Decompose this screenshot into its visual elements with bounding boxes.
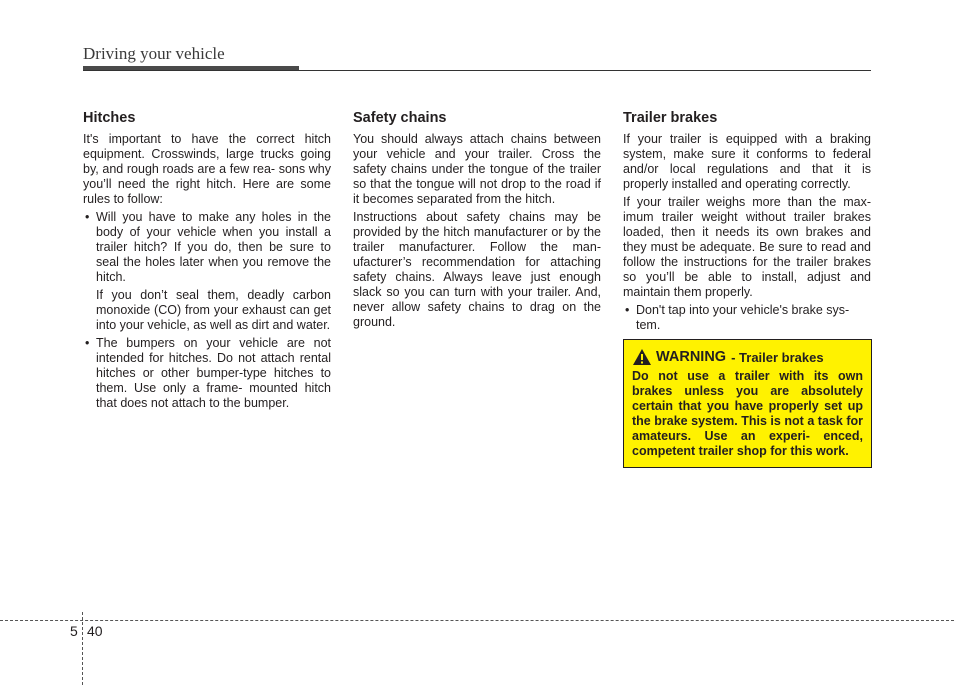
section-heading-safety-chains: Safety chains: [353, 110, 447, 126]
warning-triangle-icon: [632, 348, 652, 366]
warning-subtitle: - Trailer brakes: [731, 349, 824, 365]
section-heading-hitches: Hitches: [83, 110, 136, 126]
safety-chains-paragraph: You should always attach chains between your vehicle and your trailer. Cross the safety chains under the tongue of the trailer so that the tongue will not drop to the road if it becomes separated from the hitch.: [353, 132, 601, 206]
column-hitches: [83, 110, 331, 414]
bullet-glyph: •: [85, 210, 90, 224]
list-item: [83, 210, 331, 333]
list-item-paragraph: Don't tap into your vehicle's brake sys- tem.: [636, 303, 850, 332]
page-header-title: Driving your vehicle: [83, 44, 225, 63]
hitches-bullet-list: [83, 210, 331, 411]
list-item: [623, 303, 871, 333]
bullet-glyph: •: [85, 336, 90, 350]
warning-title: WARNING: [656, 349, 727, 365]
column-trailer-brakes: [623, 110, 871, 468]
warning-header: [632, 348, 863, 366]
list-item-paragraph: If you don’t seal them, deadly carbon monoxide (CO) from your exhaust can get into your vehicle, as well as dirt and water.: [96, 288, 331, 332]
chapter-number: 5: [70, 623, 78, 639]
warning-box: [623, 339, 872, 468]
list-item-paragraph: Will you have to make any holes in the body of your vehicle when you install a trailer hitch? If you do, then be sure to seal the holes later when you remove the hitch.: [96, 210, 331, 284]
header-rule: [83, 70, 871, 71]
trailer-brakes-paragraph: If your trailer weighs more than the max- imum trailer weight without trailer brakes loaded, then it needs its own brakes and they must be adequate. Be sure to read and follow the instructions for the trailer brakes so you’ll be able to install, adjust and maintain them properly.: [623, 195, 871, 299]
footer-dashed-divider: [82, 612, 83, 685]
column-safety-chains: [353, 110, 601, 333]
trailer-brakes-bullet-list: [623, 303, 871, 333]
page-number: 40: [87, 623, 103, 639]
safety-chains-paragraph: Instructions about safety chains may be provided by the hitch manufacturer or by the trailer manufacturer. Follow the man- ufacturer’s recommendation for attaching safety chains. Always leave just enough slack so you can turn with your trailer. And, never allow safety chains to drag on the ground.: [353, 210, 601, 329]
list-item-paragraph: The bumpers on your vehicle are not intended for hitches. Do not attach rental hitches or other bumper-type hitches to them. Use only a frame- mounted hitch that does not attach to the bumper.: [96, 336, 331, 410]
bullet-glyph: •: [625, 303, 630, 317]
hitches-intro: It's important to have the correct hitch equipment. Crosswinds, large trucks going by, and rough roads are a few rea- sons why you’ll need the right hitch. Here are some rules to follow:: [83, 132, 331, 206]
footer-dashed-rule: [0, 620, 954, 621]
list-item: [83, 336, 331, 411]
warning-body: Do not use a trailer with its own brakes unless you are absolutely certain that you have properly set up the brake system. This is not a task for amateurs. Use an experi- enced, competent trailer shop for this work.: [632, 369, 863, 458]
section-heading-trailer-brakes: Trailer brakes: [623, 110, 718, 126]
trailer-brakes-paragraph: If your trailer is equipped with a braking system, make sure it conforms to federal and/or local regulations and that it is properly installed and operating correctly.: [623, 132, 871, 191]
